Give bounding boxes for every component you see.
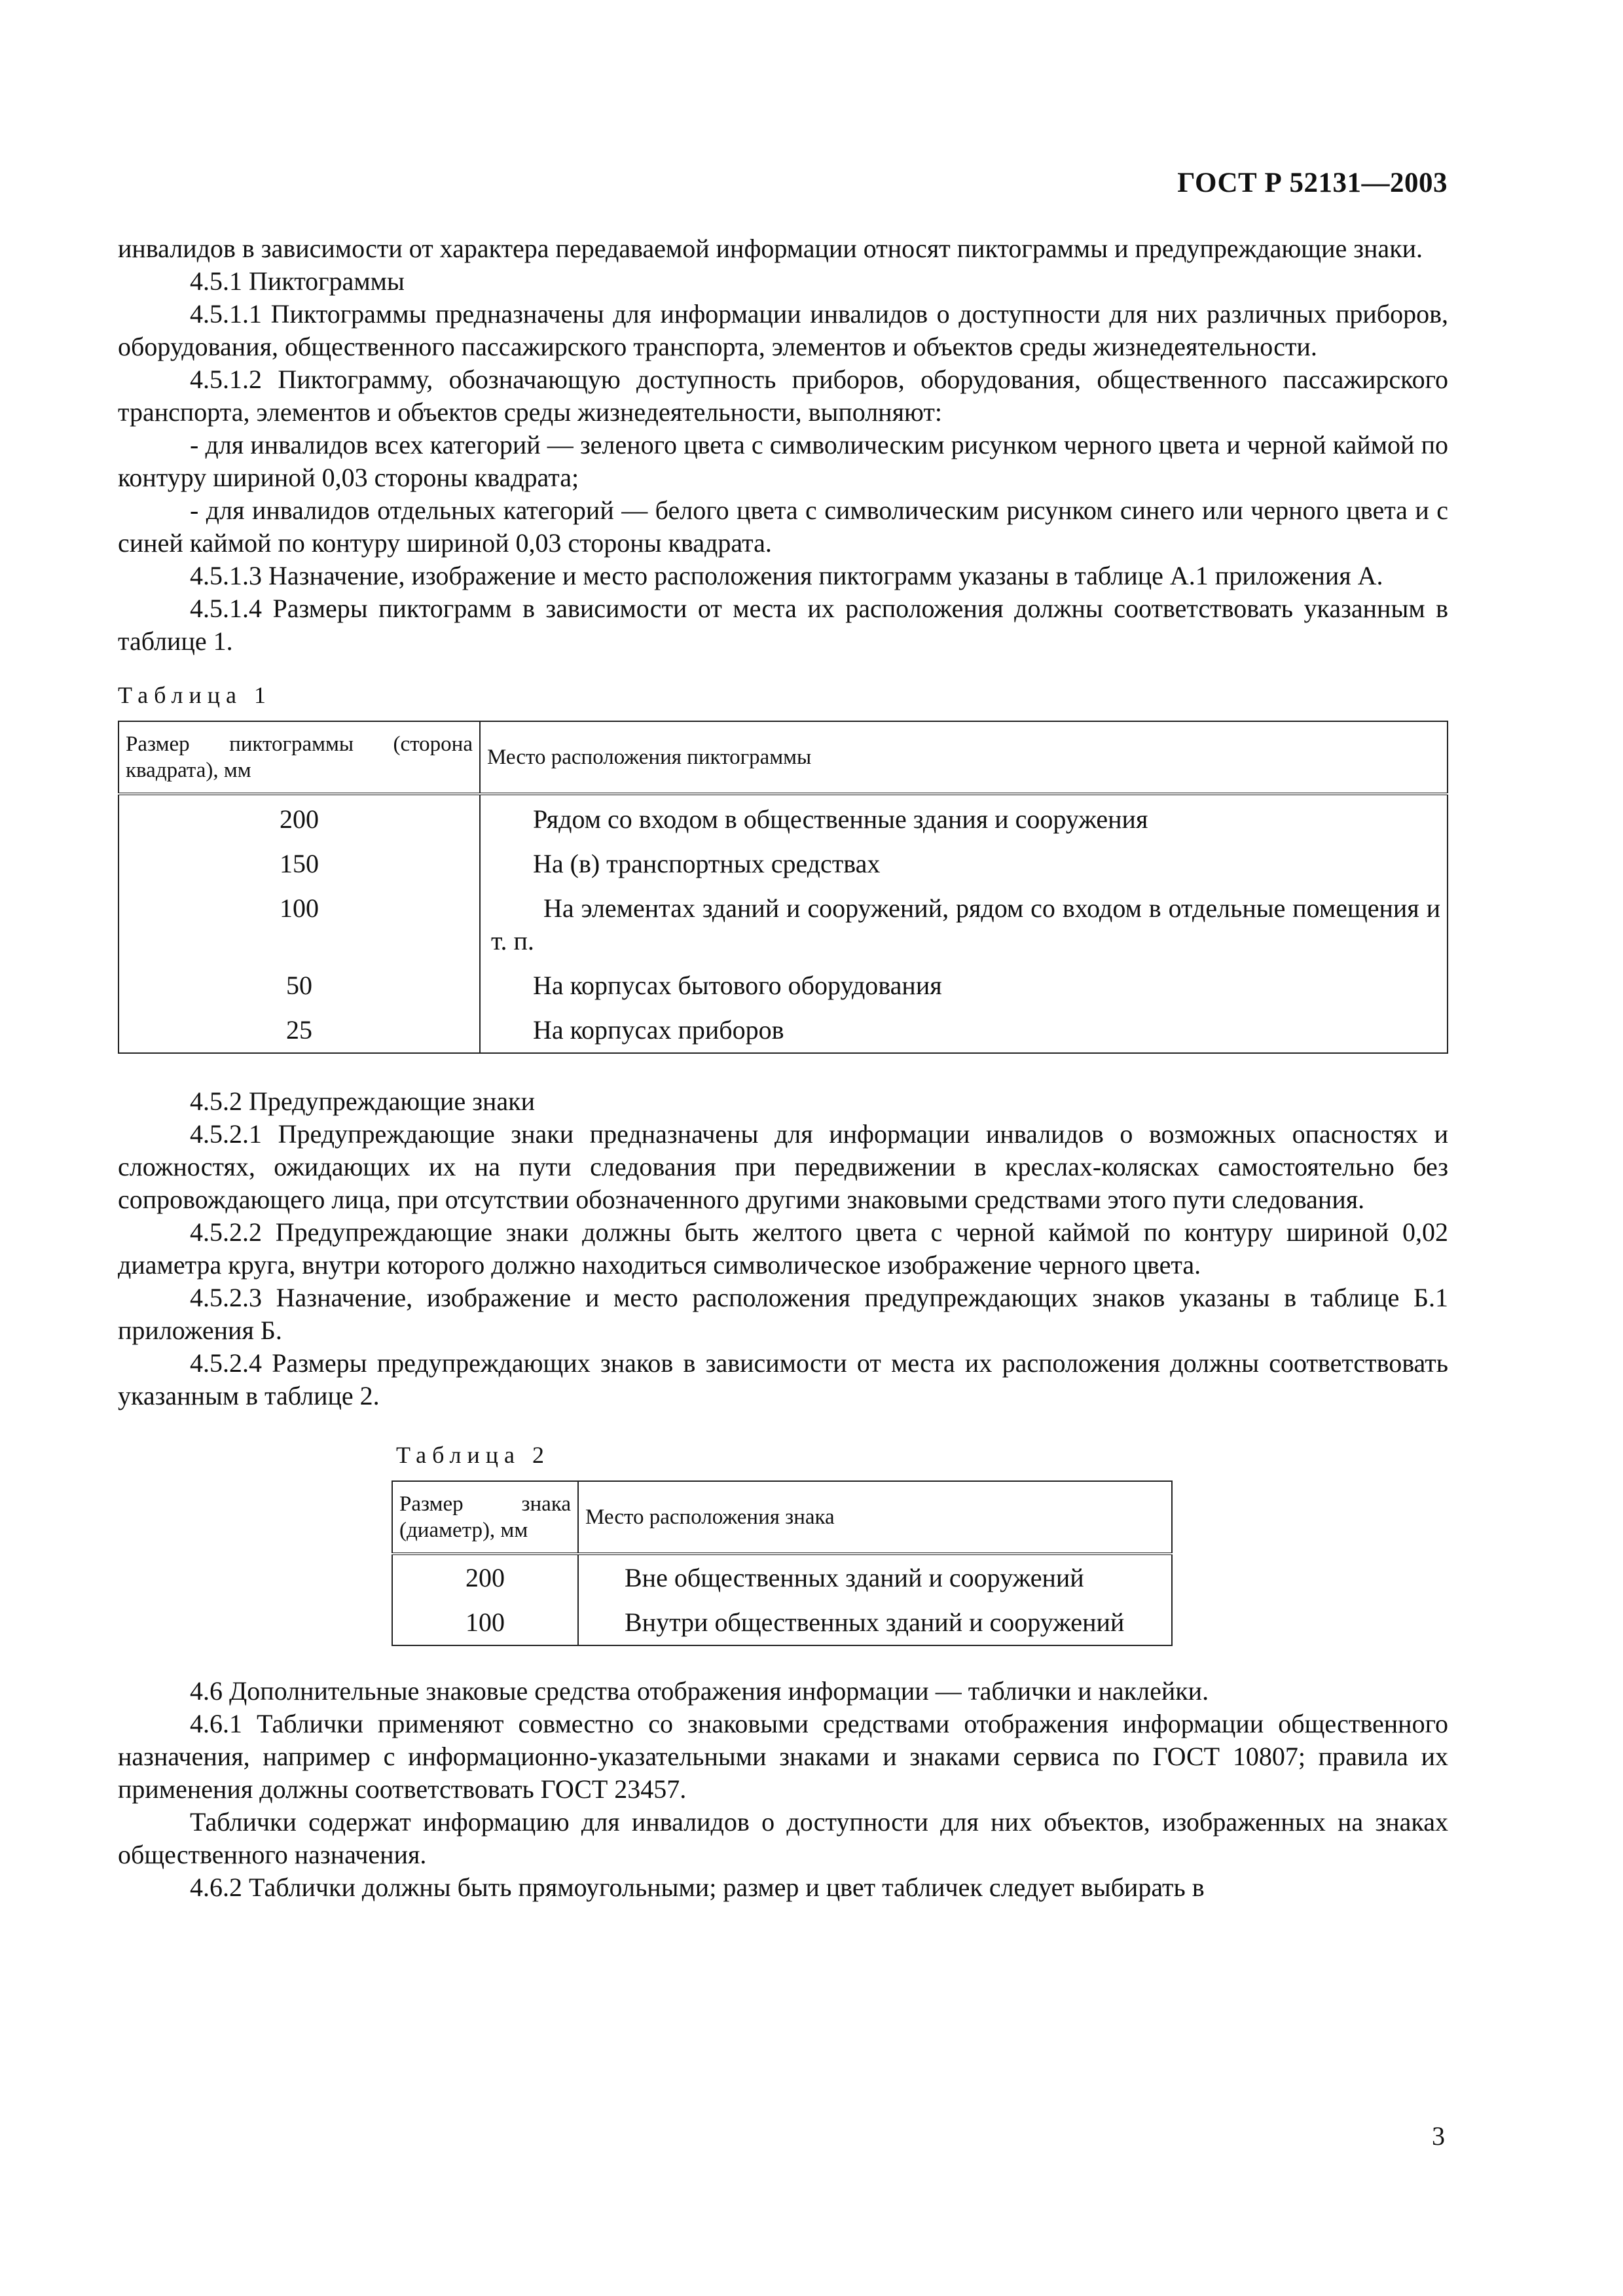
table-row <box>392 1554 1172 1600</box>
table-row <box>119 842 1448 886</box>
page-number: 3 <box>1432 2121 1445 2151</box>
table1-cell-size: 100 <box>119 886 480 963</box>
table-row <box>119 794 1448 842</box>
table1-cell-place: Рядом со входом в общественные здания и сооружения <box>533 804 1148 834</box>
section-heading: 4.5.2 Предупреждающие знаки <box>190 1086 536 1116</box>
table2-cell-size: 100 <box>392 1600 578 1645</box>
paragraph: 4.5.1.4 Размеры пиктограмм в зависимости от места их расположения должны соответствовать указанным в таблице 1. <box>118 594 1448 656</box>
paragraph: 4.5.1.1 Пиктограммы предназначены для информации инвалидов о доступности для них различных приборов, оборудования, общественного пассажирского транспорта, элементов и объектов среды жизнедеятельности. <box>118 299 1448 361</box>
paragraph: 4.5.2.1 Предупреждающие знаки предназначены для информации инвалидов о возможных опасностях и сложностях, ожидающих их на пути следования при передвижении в креслах-колясках самостоятельно без сопровождающего лица, при отсутствии обозначенного другими знаковыми средствами этого пути следования. <box>118 1119 1448 1214</box>
table1-cell-size: 25 <box>119 1008 480 1053</box>
table2-cell-size: 200 <box>392 1554 578 1600</box>
paragraph: Таблички содержат информацию для инвалидов о доступности для них объектов, изображенных на знаках общественного назначения. <box>118 1807 1448 1869</box>
table2-header-place: Место расположения знака <box>578 1481 1172 1554</box>
table1-caption: Таблица 1 <box>118 682 272 708</box>
paragraph: 4.5.2.2 Предупреждающие знаки должны быть желтого цвета с черной каймой по контуру шириной 0,02 диаметра круга, внутри которого должно находиться символическое изображение черного цвета. <box>118 1217 1448 1280</box>
table2-header-size: Размер знака (диаметр), мм <box>392 1481 578 1554</box>
table1-cell-place: На корпусах бытового оборудования <box>533 971 942 1000</box>
table1 <box>118 721 1448 1054</box>
table1-cell-size: 50 <box>119 963 480 1008</box>
paragraph: 4.5.1.3 Назначение, изображение и место расположения пиктограмм указаны в таблице А.1 приложения А. <box>190 561 1383 590</box>
section-heading: 4.6 Дополнительные знаковые средства отображения информации — таблички и наклейки. <box>190 1676 1209 1706</box>
table-row <box>119 886 1448 963</box>
paragraph: 4.6.1 Таблички применяют совместно со знаковыми средствами отображения информации общественного назначения, например с информационно-указательными знаками и знаками сервиса по ГОСТ 10807; правила их применения должны соответствовать ГОСТ 23457. <box>118 1709 1448 1804</box>
paragraph: инвалидов в зависимости от характера передаваемой информации относят пиктограммы и предупреждающие знаки. <box>118 234 1423 263</box>
table1-cell-place: На корпусах приборов <box>533 1015 784 1045</box>
paragraph: 4.5.2.4 Размеры предупреждающих знаков в зависимости от места их расположения должны соответствовать указанным в таблице 2. <box>118 1348 1448 1410</box>
table-row <box>119 963 1448 1008</box>
table1-cell-size: 200 <box>119 794 480 842</box>
table2-cell-place: Внутри общественных зданий и сооружений <box>625 1607 1125 1637</box>
table1-cell-place: На (в) транспортных средствах <box>533 849 881 878</box>
table-row <box>119 1008 1448 1053</box>
table-row <box>392 1600 1172 1645</box>
document-body <box>118 232 1448 1904</box>
document-code: ГОСТ Р 52131—2003 <box>1177 168 1448 198</box>
table1-cell-size: 150 <box>119 842 480 886</box>
paragraph: 4.6.2 Таблички должны быть прямоугольными; размер и цвет табличек следует выбирать в <box>190 1873 1205 1902</box>
table1-cell-place: На элементах зданий и сооружений, рядом со входом в отдельные помещения и т. п. <box>491 893 1440 956</box>
section-heading: 4.5.1 Пиктограммы <box>190 266 405 296</box>
table2-caption: Таблица 2 <box>396 1442 550 1468</box>
table1-header-size: Размер пиктограммы (сторона квадрата), мм <box>119 721 480 794</box>
list-item: - для инвалидов отдельных категорий — белого цвета с символическим рисунком синего или черного цвета и с синей каймой по контуру шириной 0,03 стороны квадрата. <box>118 495 1448 558</box>
table2-cell-place: Вне общественных зданий и сооружений <box>625 1563 1084 1592</box>
paragraph: 4.5.1.2 Пиктограмму, обозначающую доступность приборов, оборудования, общественного пассажирского транспорта, элементов и объектов среды жизнедеятельности, выполняют: <box>118 365 1448 427</box>
list-item: - для инвалидов всех категорий — зеленого цвета с символическим рисунком черного цвета и черной каймой по контуру шириной 0,03 стороны квадрата; <box>118 430 1448 492</box>
table1-header-place: Место расположения пиктограммы <box>480 721 1448 794</box>
table2 <box>392 1480 1173 1646</box>
paragraph: 4.5.2.3 Назначение, изображение и место расположения предупреждающих знаков указаны в таблице Б.1 приложения Б. <box>118 1283 1448 1345</box>
